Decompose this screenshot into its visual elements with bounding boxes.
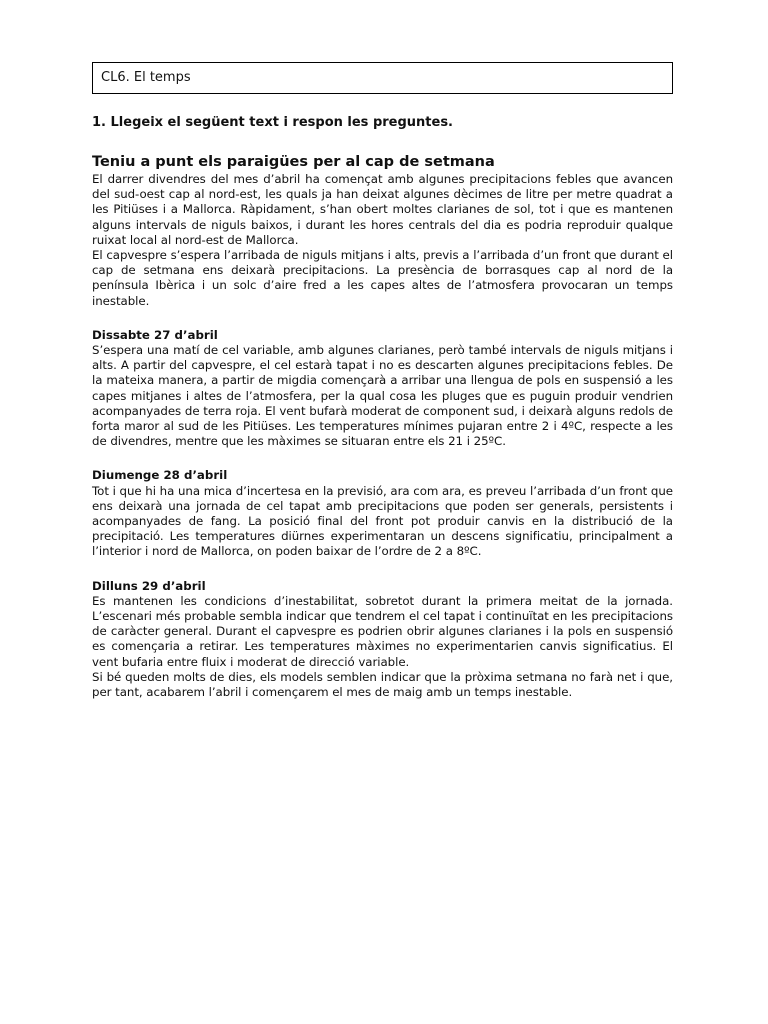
header-title: CL6. El temps xyxy=(101,70,191,85)
closing-paragraph: Si bé queden molts de dies, els models semblen indicar que la pròxima setmana no farà net i que, per tant, acabarem l’abril i començarem el mes de maig amb un temps inestable. xyxy=(92,669,673,700)
day-heading-saturday: Dissabte 27 d’abril xyxy=(92,327,218,342)
day-heading-sunday: Diumenge 28 d’abril xyxy=(92,468,228,483)
intro-paragraph-2: El capvespre s’espera l’arribada de niguls mitjans i alts, previs a l’arribada d’un front que durant el cap de setmana ens deixarà precipitacions. La presència de borrasques cap al nord de la península Ibèrica i un solc d’aire fred a les capes altes de l’atmosfera provocaran un temps inestable. xyxy=(92,248,673,308)
instruction-heading: 1. Llegeix el següent text i respon les preguntes. xyxy=(92,115,453,130)
day-text-monday: Es mantenen les condicions d’inestabilitat, sobretot durant la primera meitat de la jornada. L’escenari més probable sembla indicar que tendrem el cel tapat i continuïtat en les precipitacions de caràcter general. Durant el capvespre es podrien obrir algunes clarianes i la pols en suspensió es començaria a retirar. Les temperatures màximes no experimentarien canvis significatius. El vent bufaria entre fluix i moderat de direcció variable. xyxy=(92,593,673,669)
document-page xyxy=(92,62,673,700)
day-text-saturday: S’espera una matí de cel variable, amb algunes clarianes, però també intervals de niguls mitjans i alts. A partir del capvespre, el cel estarà tapat i no es descarten algunes precipitacions febles. De la mateixa manera, a partir de migdia començarà a arribar una llengua de pols en suspensió a les capes mitjanes i altes de l’atmosfera, per la qual cosa les pluges que es puguin produir vendrien acompanyades de terra roja. El vent bufarà moderat de component sud, i deixarà alguns redols de forta maror al sud de les Pitiüses. Les temperatures mínimes pujaran entre 2 i 4ºC, respecte a les de divendres, mentre que les màximes se situaran entre els 21 i 25ºC. xyxy=(92,343,673,449)
day-heading-monday: Dilluns 29 d’abril xyxy=(92,578,206,593)
article-title: Teniu a punt els paraigües per al cap de setmana xyxy=(92,154,495,170)
header-box xyxy=(92,62,673,94)
intro-paragraph-1: El darrer divendres del mes d’abril ha començat amb algunes precipitacions febles que avancen del sud-oest cap al nord-est, les quals ja han deixat algunes dècimes de litre per metre quadrat a les Pitiüses i a Mallorca. Ràpidament, s’han obert moltes clarianes de sol, tot i que es mantenen alguns intervals de niguls baixos, i durant les hores centrals del dia es podria reproduir qualque ruixat local al nord-est de Mallorca. xyxy=(92,172,673,247)
day-text-sunday: Tot i que hi ha una mica d’incertesa en la previsió, ara com ara, es preveu l’arribada d’un front que ens deixarà una jornada de cel tapat amb precipitacions que poden ser generals, persistents i acompanyades de fang. La posició final del front pot produir canvis en la distribució de la precipitació. Les temperatures diürnes experimentaran un descens significatiu, principalment a l’interior i nord de Mallorca, on poden baixar de l’ordre de 2 a 8ºC. xyxy=(92,483,673,559)
